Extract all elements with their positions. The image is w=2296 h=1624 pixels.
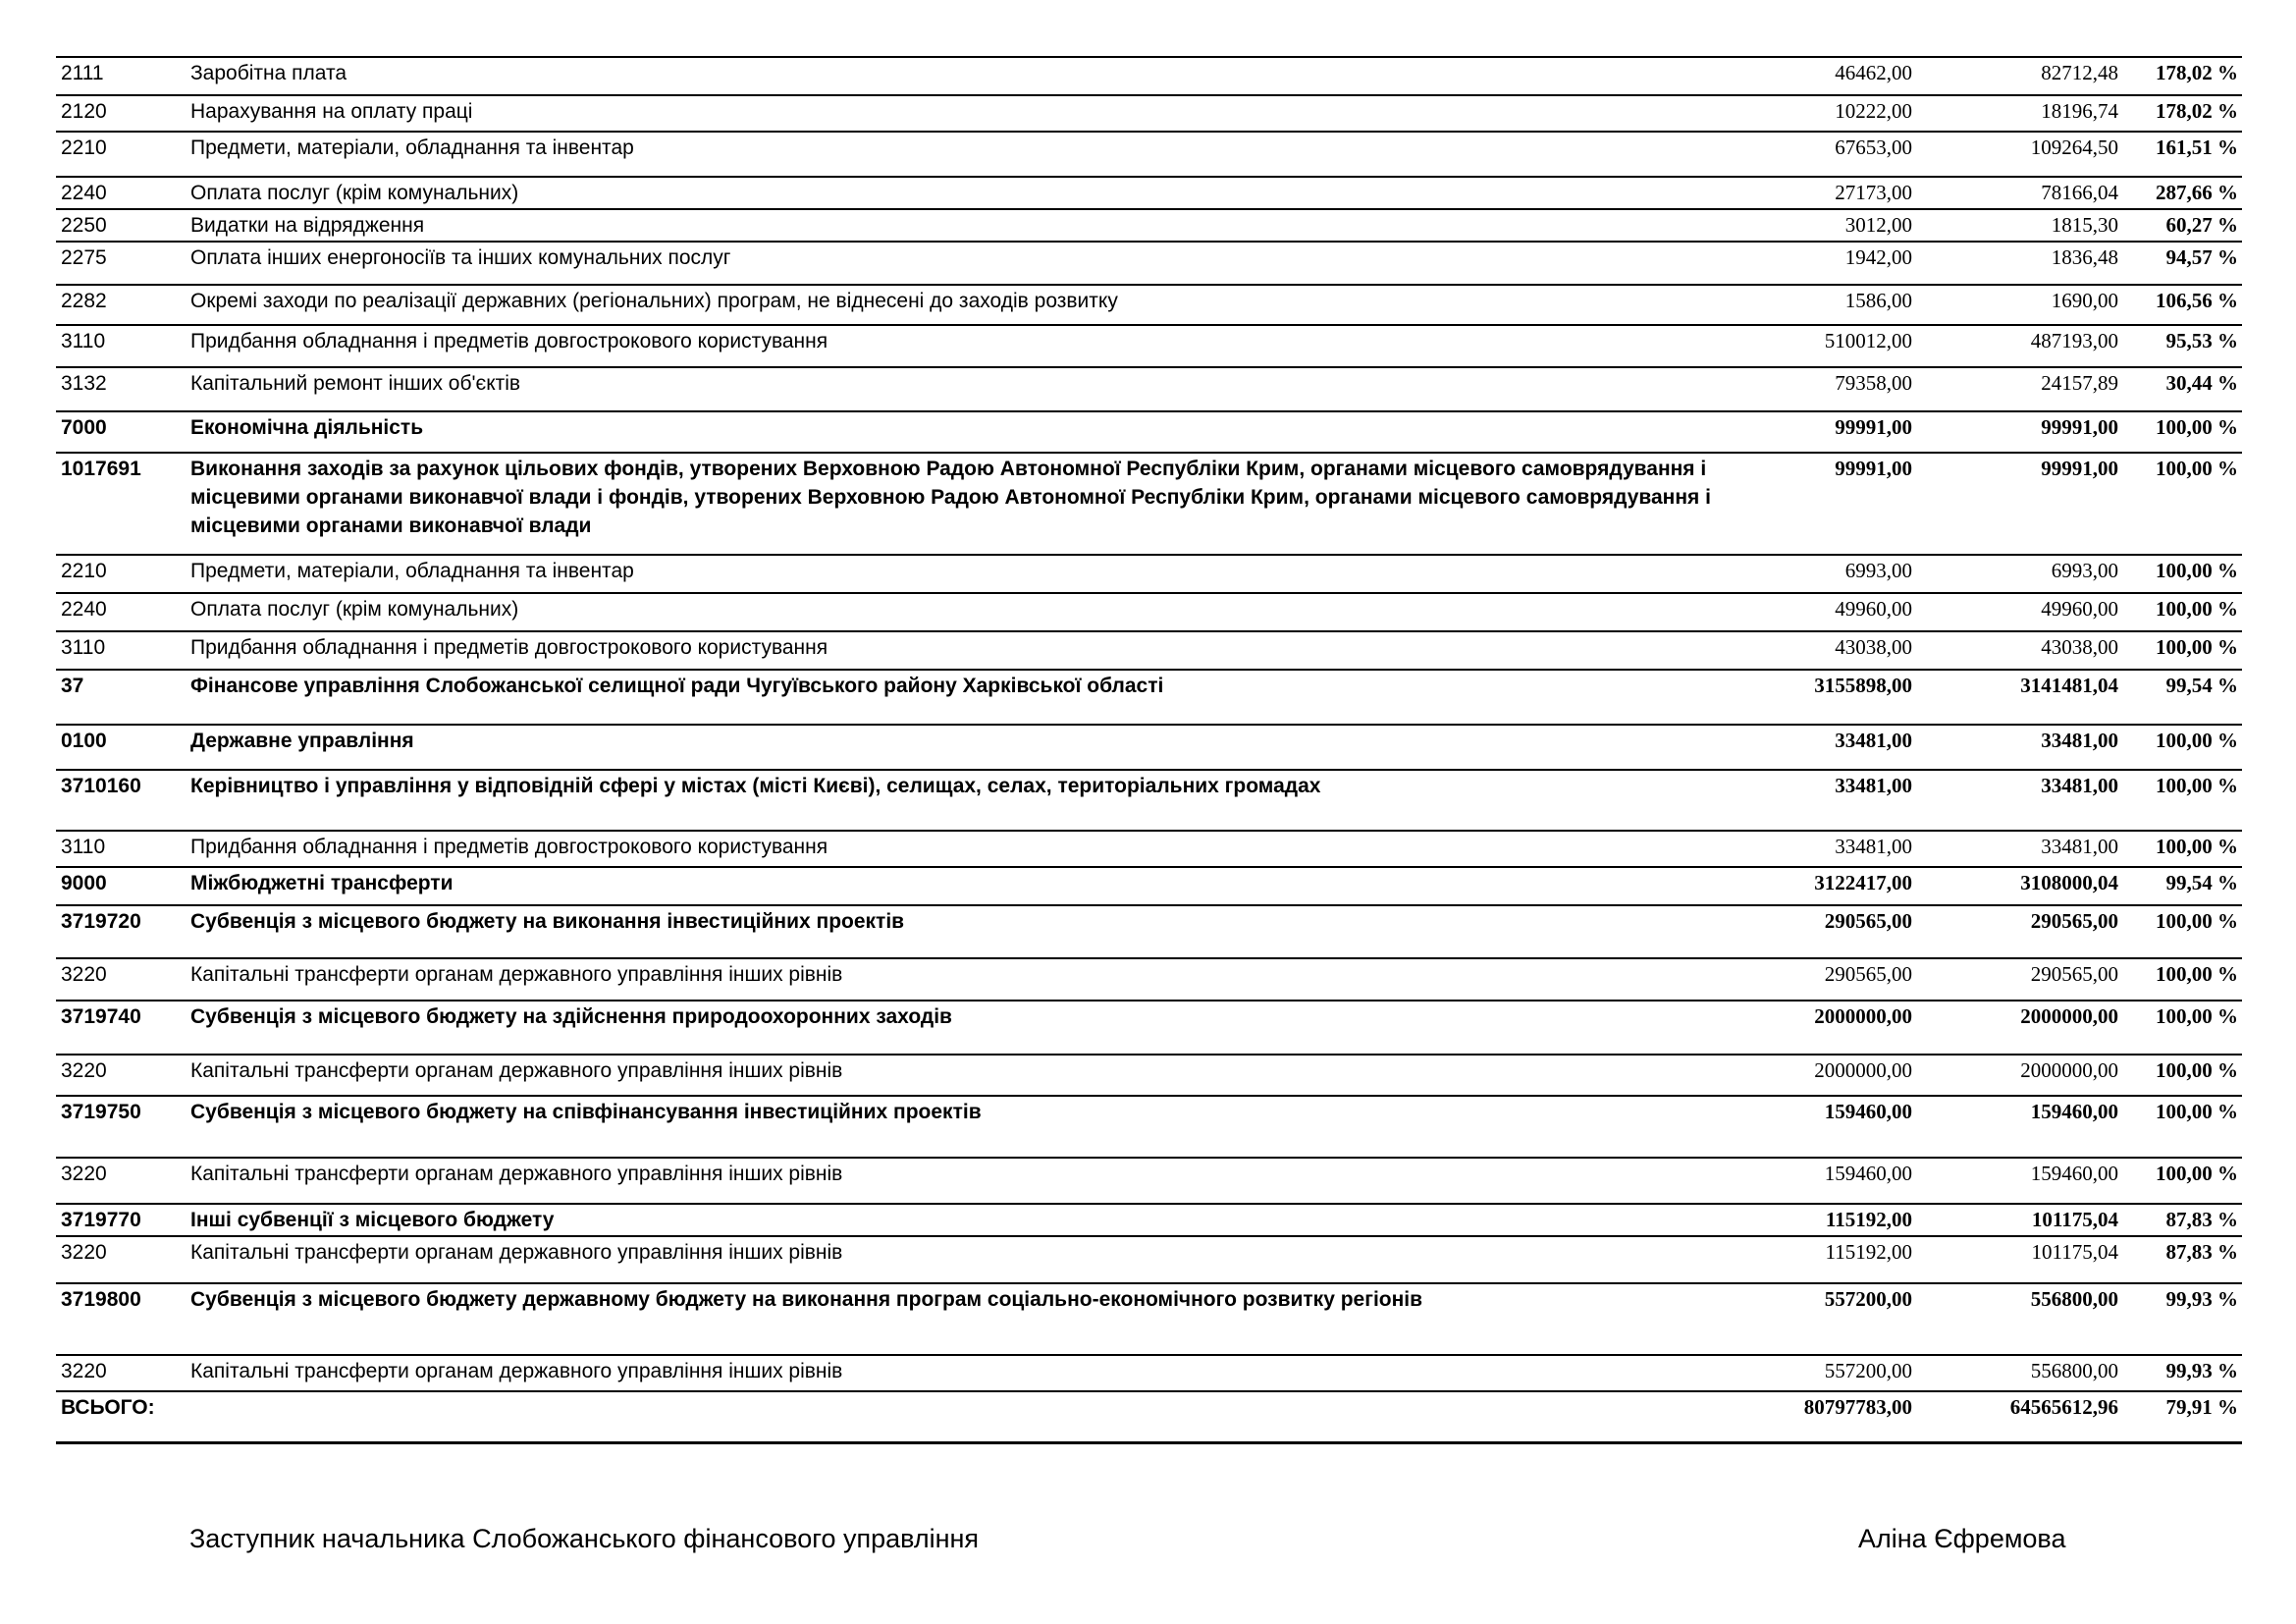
table-row bbox=[56, 1096, 2242, 1158]
row-plan-amount: 6993,00 bbox=[1761, 555, 1918, 593]
row-plan-amount: 115192,00 bbox=[1761, 1236, 1918, 1283]
row-code: 2282 bbox=[56, 285, 186, 325]
row-execution-percent: 60,27 % bbox=[2124, 209, 2242, 242]
table-row bbox=[56, 1236, 2242, 1283]
row-actual-amount: 2000000,00 bbox=[1918, 1055, 2124, 1096]
row-name: Придбання обладнання і предметів довгострокового користування bbox=[186, 325, 1761, 367]
row-plan-amount: 2000000,00 bbox=[1761, 1001, 1918, 1055]
row-code: 3110 bbox=[56, 325, 186, 367]
row-actual-amount: 556800,00 bbox=[1918, 1283, 2124, 1355]
table-row bbox=[56, 1204, 2242, 1236]
table-row bbox=[56, 132, 2242, 177]
row-plan-amount: 80797783,00 bbox=[1761, 1391, 1918, 1442]
row-plan-amount: 290565,00 bbox=[1761, 958, 1918, 1001]
row-execution-percent: 100,00 % bbox=[2124, 631, 2242, 670]
row-actual-amount: 24157,89 bbox=[1918, 367, 2124, 411]
row-plan-amount: 49960,00 bbox=[1761, 593, 1918, 631]
table-row bbox=[56, 1283, 2242, 1355]
table-row bbox=[56, 725, 2242, 770]
table-row bbox=[56, 325, 2242, 367]
row-execution-percent: 99,54 % bbox=[2124, 670, 2242, 725]
row-actual-amount: 109264,50 bbox=[1918, 132, 2124, 177]
row-code: 0100 bbox=[56, 725, 186, 770]
row-execution-percent: 100,00 % bbox=[2124, 905, 2242, 958]
row-name: Капітальні трансферти органам державного управління інших рівнів bbox=[186, 1236, 1761, 1283]
row-actual-amount: 99991,00 bbox=[1918, 453, 2124, 555]
row-actual-amount: 159460,00 bbox=[1918, 1158, 2124, 1204]
row-actual-amount: 487193,00 bbox=[1918, 325, 2124, 367]
row-plan-amount: 159460,00 bbox=[1761, 1096, 1918, 1158]
row-plan-amount: 1586,00 bbox=[1761, 285, 1918, 325]
row-name: Державне управління bbox=[186, 725, 1761, 770]
row-name: Предмети, матеріали, обладнання та інвентар bbox=[186, 555, 1761, 593]
row-code: 2210 bbox=[56, 132, 186, 177]
table-row bbox=[56, 453, 2242, 555]
row-execution-percent: 79,91 % bbox=[2124, 1391, 2242, 1442]
row-name: Заробітна плата bbox=[186, 57, 1761, 95]
row-code: 2275 bbox=[56, 242, 186, 285]
row-actual-amount: 1690,00 bbox=[1918, 285, 2124, 325]
table-body bbox=[56, 57, 2242, 1442]
row-name: Придбання обладнання і предметів довгострокового користування bbox=[186, 631, 1761, 670]
row-plan-amount: 43038,00 bbox=[1761, 631, 1918, 670]
row-plan-amount: 27173,00 bbox=[1761, 177, 1918, 209]
row-plan-amount: 46462,00 bbox=[1761, 57, 1918, 95]
row-plan-amount: 159460,00 bbox=[1761, 1158, 1918, 1204]
row-name: Видатки на відрядження bbox=[186, 209, 1761, 242]
row-execution-percent: 100,00 % bbox=[2124, 831, 2242, 867]
row-code: ВСЬОГО: bbox=[56, 1391, 186, 1442]
row-execution-percent: 178,02 % bbox=[2124, 57, 2242, 95]
row-execution-percent: 99,93 % bbox=[2124, 1355, 2242, 1391]
row-name: Окремі заходи по реалізації державних (регіональних) програм, не віднесені до заходів розвитку bbox=[186, 285, 1761, 325]
row-name: Економічна діяльність bbox=[186, 411, 1761, 453]
row-name: Керівництво і управління у відповідній сфері у містах (місті Києві), селищах, селах, територіальних громадах bbox=[186, 770, 1761, 831]
row-code: 3110 bbox=[56, 831, 186, 867]
row-actual-amount: 33481,00 bbox=[1918, 725, 2124, 770]
row-execution-percent: 95,53 % bbox=[2124, 325, 2242, 367]
row-code: 3132 bbox=[56, 367, 186, 411]
row-code: 2120 bbox=[56, 95, 186, 132]
row-actual-amount: 64565612,96 bbox=[1918, 1391, 2124, 1442]
row-execution-percent: 87,83 % bbox=[2124, 1236, 2242, 1283]
row-actual-amount: 18196,74 bbox=[1918, 95, 2124, 132]
row-actual-amount: 556800,00 bbox=[1918, 1355, 2124, 1391]
row-name: Капітальні трансферти органам державного управління інших рівнів bbox=[186, 1055, 1761, 1096]
row-code: 3220 bbox=[56, 1355, 186, 1391]
row-execution-percent: 100,00 % bbox=[2124, 1055, 2242, 1096]
row-execution-percent: 178,02 % bbox=[2124, 95, 2242, 132]
row-plan-amount: 10222,00 bbox=[1761, 95, 1918, 132]
row-execution-percent: 99,93 % bbox=[2124, 1283, 2242, 1355]
row-code: 2250 bbox=[56, 209, 186, 242]
row-execution-percent: 287,66 % bbox=[2124, 177, 2242, 209]
row-code: 9000 bbox=[56, 867, 186, 905]
table-row bbox=[56, 285, 2242, 325]
row-name: Фінансове управління Слобожанської селищної ради Чугуївського району Харківської області bbox=[186, 670, 1761, 725]
row-execution-percent: 100,00 % bbox=[2124, 1096, 2242, 1158]
row-plan-amount: 99991,00 bbox=[1761, 453, 1918, 555]
table-row bbox=[56, 831, 2242, 867]
row-actual-amount: 290565,00 bbox=[1918, 905, 2124, 958]
row-code: 3719770 bbox=[56, 1204, 186, 1236]
row-actual-amount: 3108000,04 bbox=[1918, 867, 2124, 905]
row-actual-amount: 1836,48 bbox=[1918, 242, 2124, 285]
row-actual-amount: 33481,00 bbox=[1918, 770, 2124, 831]
row-actual-amount: 159460,00 bbox=[1918, 1096, 2124, 1158]
row-name: Субвенція з місцевого бюджету на здійснення природоохоронних заходів bbox=[186, 1001, 1761, 1055]
signature-block bbox=[189, 1524, 2074, 1554]
row-execution-percent: 161,51 % bbox=[2124, 132, 2242, 177]
row-execution-percent: 100,00 % bbox=[2124, 1158, 2242, 1204]
row-actual-amount: 78166,04 bbox=[1918, 177, 2124, 209]
row-code: 2111 bbox=[56, 57, 186, 95]
row-code: 37 bbox=[56, 670, 186, 725]
table-row bbox=[56, 1158, 2242, 1204]
table-row bbox=[56, 95, 2242, 132]
row-name: Субвенція з місцевого бюджету на виконання інвестиційних проектів bbox=[186, 905, 1761, 958]
row-execution-percent: 94,57 % bbox=[2124, 242, 2242, 285]
row-name: Капітальні трансферти органам державного управління інших рівнів bbox=[186, 1355, 1761, 1391]
row-name: Міжбюджетні трансферти bbox=[186, 867, 1761, 905]
row-execution-percent: 100,00 % bbox=[2124, 555, 2242, 593]
row-execution-percent: 87,83 % bbox=[2124, 1204, 2242, 1236]
table-row bbox=[56, 593, 2242, 631]
table-row bbox=[56, 177, 2242, 209]
table-row bbox=[56, 1055, 2242, 1096]
row-code: 3719720 bbox=[56, 905, 186, 958]
row-plan-amount: 33481,00 bbox=[1761, 725, 1918, 770]
table-row bbox=[56, 670, 2242, 725]
table-row bbox=[56, 367, 2242, 411]
row-name: Оплата послуг (крім комунальних) bbox=[186, 593, 1761, 631]
row-name: Інші субвенції з місцевого бюджету bbox=[186, 1204, 1761, 1236]
row-plan-amount: 3155898,00 bbox=[1761, 670, 1918, 725]
row-plan-amount: 557200,00 bbox=[1761, 1283, 1918, 1355]
row-plan-amount: 290565,00 bbox=[1761, 905, 1918, 958]
row-plan-amount: 115192,00 bbox=[1761, 1204, 1918, 1236]
budget-report-page bbox=[56, 56, 2242, 1444]
row-actual-amount: 49960,00 bbox=[1918, 593, 2124, 631]
table-row bbox=[56, 958, 2242, 1001]
row-plan-amount: 99991,00 bbox=[1761, 411, 1918, 453]
row-plan-amount: 1942,00 bbox=[1761, 242, 1918, 285]
table-row bbox=[56, 555, 2242, 593]
row-name: Оплата послуг (крім комунальних) bbox=[186, 177, 1761, 209]
row-plan-amount: 510012,00 bbox=[1761, 325, 1918, 367]
table-row bbox=[56, 631, 2242, 670]
row-name: Капітальні трансферти органам державного управління інших рівнів bbox=[186, 958, 1761, 1001]
row-code: 3220 bbox=[56, 1158, 186, 1204]
row-execution-percent: 100,00 % bbox=[2124, 411, 2242, 453]
row-code: 3220 bbox=[56, 958, 186, 1001]
row-plan-amount: 33481,00 bbox=[1761, 770, 1918, 831]
table-row bbox=[56, 411, 2242, 453]
row-execution-percent: 100,00 % bbox=[2124, 453, 2242, 555]
row-plan-amount: 79358,00 bbox=[1761, 367, 1918, 411]
row-plan-amount: 67653,00 bbox=[1761, 132, 1918, 177]
table-row bbox=[56, 1355, 2242, 1391]
table-row bbox=[56, 242, 2242, 285]
row-name: Субвенція з місцевого бюджету державному бюджету на виконання програм соціально-економічного розвитку регіонів bbox=[186, 1283, 1761, 1355]
row-actual-amount: 290565,00 bbox=[1918, 958, 2124, 1001]
row-execution-percent: 100,00 % bbox=[2124, 725, 2242, 770]
row-actual-amount: 101175,04 bbox=[1918, 1236, 2124, 1283]
row-plan-amount: 3122417,00 bbox=[1761, 867, 1918, 905]
row-actual-amount: 99991,00 bbox=[1918, 411, 2124, 453]
row-code: 1017691 bbox=[56, 453, 186, 555]
row-name: Капітальні трансферти органам державного управління інших рівнів bbox=[186, 1158, 1761, 1204]
signatory-position: Заступник начальника Слобожанського фінансового управління bbox=[189, 1524, 980, 1553]
row-code: 3220 bbox=[56, 1055, 186, 1096]
row-name: Капітальний ремонт інших об'єктів bbox=[186, 367, 1761, 411]
row-plan-amount: 557200,00 bbox=[1761, 1355, 1918, 1391]
table-row bbox=[56, 1391, 2242, 1442]
row-execution-percent: 99,54 % bbox=[2124, 867, 2242, 905]
row-execution-percent: 100,00 % bbox=[2124, 958, 2242, 1001]
row-name: Субвенція з місцевого бюджету на співфінансування інвестиційних проектів bbox=[186, 1096, 1761, 1158]
row-plan-amount: 3012,00 bbox=[1761, 209, 1918, 242]
row-actual-amount: 2000000,00 bbox=[1918, 1001, 2124, 1055]
table-row bbox=[56, 867, 2242, 905]
row-execution-percent: 106,56 % bbox=[2124, 285, 2242, 325]
row-execution-percent: 100,00 % bbox=[2124, 593, 2242, 631]
table-row bbox=[56, 209, 2242, 242]
signatory-name: Аліна Єфремова bbox=[1858, 1524, 2066, 1553]
row-execution-percent: 100,00 % bbox=[2124, 1001, 2242, 1055]
table-row bbox=[56, 770, 2242, 831]
row-code: 3719740 bbox=[56, 1001, 186, 1055]
row-actual-amount: 101175,04 bbox=[1918, 1204, 2124, 1236]
row-name: Нарахування на оплату праці bbox=[186, 95, 1761, 132]
row-code: 3220 bbox=[56, 1236, 186, 1283]
row-actual-amount: 33481,00 bbox=[1918, 831, 2124, 867]
table-row bbox=[56, 57, 2242, 95]
row-code: 2240 bbox=[56, 177, 186, 209]
row-code: 3719750 bbox=[56, 1096, 186, 1158]
row-code: 2210 bbox=[56, 555, 186, 593]
row-plan-amount: 2000000,00 bbox=[1761, 1055, 1918, 1096]
table-row bbox=[56, 905, 2242, 958]
row-code: 3719800 bbox=[56, 1283, 186, 1355]
row-name: Оплата інших енергоносіїв та інших комунальних послуг bbox=[186, 242, 1761, 285]
expenditure-table bbox=[56, 56, 2242, 1444]
row-code: 7000 bbox=[56, 411, 186, 453]
row-actual-amount: 3141481,04 bbox=[1918, 670, 2124, 725]
row-name: Предмети, матеріали, обладнання та інвентар bbox=[186, 132, 1761, 177]
row-plan-amount: 33481,00 bbox=[1761, 831, 1918, 867]
table-row bbox=[56, 1001, 2242, 1055]
row-code: 3710160 bbox=[56, 770, 186, 831]
row-actual-amount: 6993,00 bbox=[1918, 555, 2124, 593]
row-actual-amount: 43038,00 bbox=[1918, 631, 2124, 670]
row-name: Придбання обладнання і предметів довгострокового користування bbox=[186, 831, 1761, 867]
row-execution-percent: 30,44 % bbox=[2124, 367, 2242, 411]
row-execution-percent: 100,00 % bbox=[2124, 770, 2242, 831]
row-code: 3110 bbox=[56, 631, 186, 670]
row-name: Виконання заходів за рахунок цільових фондів, утворених Верховною Радою Автономної Республіки Крим, органами місцевого самоврядування і місцевими органами виконавчої влади і фондів, утворених Верховною Радою Автономної Республіки Крим, органами місцевого самоврядування і місцевими органами виконавчої влади bbox=[186, 453, 1761, 555]
row-name bbox=[186, 1391, 1761, 1442]
row-actual-amount: 82712,48 bbox=[1918, 57, 2124, 95]
row-actual-amount: 1815,30 bbox=[1918, 209, 2124, 242]
row-code: 2240 bbox=[56, 593, 186, 631]
